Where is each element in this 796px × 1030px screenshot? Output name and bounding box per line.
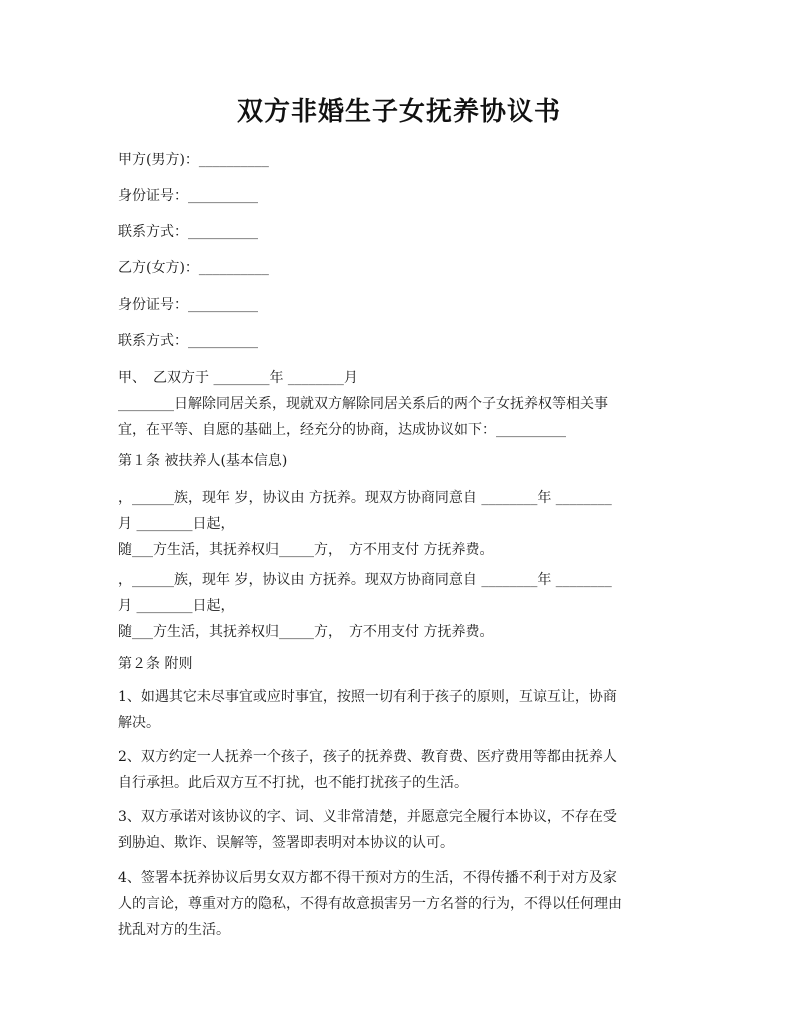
party-a-id: 身份证号：__________: [118, 188, 258, 204]
clause4-line: 扰乱对方的生活。: [118, 922, 230, 938]
party-a-label: 甲方(男方)：__________: [118, 152, 269, 168]
intro-paragraph: [118, 365, 680, 443]
party-a-contact: 联系方式：__________: [118, 224, 258, 240]
child1-line: 随___方生活，其抚养权归_____方， 方不用支付 方抚养费。: [118, 542, 494, 558]
clause4-line: 人的言论，尊重对方的隐私，不得有故意损害另一方名誉的行为，不得以任何理由: [118, 896, 622, 912]
intro-line: 甲、 乙双方于 ________年 ________月: [118, 370, 358, 386]
child2-line: 随___方生活，其抚养权归_____方， 方不用支付 方抚养费。: [118, 624, 494, 640]
intro-line: 宜，在平等、自愿的基础上，经充分的协商，达成协议如下：__________: [118, 422, 566, 438]
clause1-paragraph: [118, 684, 680, 736]
party-b-id: 身份证号：__________: [118, 297, 258, 313]
clause3-line: 到胁迫、欺诈、误解等，签署即表明对本协议的认可。: [118, 835, 454, 851]
clause2-line: 2、双方约定一人抚养一个孩子，孩子的抚养费、教育费、医疗费用等都由抚养人: [118, 749, 617, 765]
clause4-line: 4、签署本抚养协议后男女双方都不得干预对方的生活，不得传播不利于对方及家: [118, 870, 617, 886]
clause1-line: 1、如遇其它未尽事宜或应时事宜，按照一切有利于孩子的原则，互谅互让，协商: [118, 689, 617, 705]
article1-heading: 第１条 被扶养人(基本信息): [118, 453, 288, 469]
clause4-paragraph: [118, 865, 680, 943]
child1-line: ，______族，现年 岁，协议由 方抚养。现双方协商同意自 ________年 ________: [118, 490, 612, 506]
child1-paragraph: [118, 485, 680, 563]
clause3-paragraph: [118, 804, 680, 856]
party-b-contact: 联系方式：__________: [118, 333, 258, 349]
child2-line: 月 ________日起，: [118, 598, 235, 614]
child2-paragraph: [118, 567, 680, 645]
party-b-label: 乙方(女方)：__________: [118, 260, 269, 276]
child1-line: 月 ________日起，: [118, 516, 235, 532]
intro-line: ________日解除同居关系，现就双方解除同居关系后的两个子女抚养权等相关事: [118, 396, 608, 412]
clause2-line: 自行承担。此后双方互不打扰，也不能打扰孩子的生活。: [118, 775, 468, 791]
child2-line: ，______族，现年 岁，协议由 方抚养。现双方协商同意自 ________年 ________: [118, 572, 612, 588]
clause1-line: 解决。: [118, 715, 160, 731]
document-title: 双方非婚生子女抚养协议书: [236, 97, 561, 127]
article2-heading: 第２条 附则: [118, 656, 193, 672]
clause3-line: 3、双方承诺对该协议的字、词、义非常清楚，并愿意完全履行本协议，不存在受: [118, 809, 617, 825]
clause2-paragraph: [118, 744, 680, 796]
